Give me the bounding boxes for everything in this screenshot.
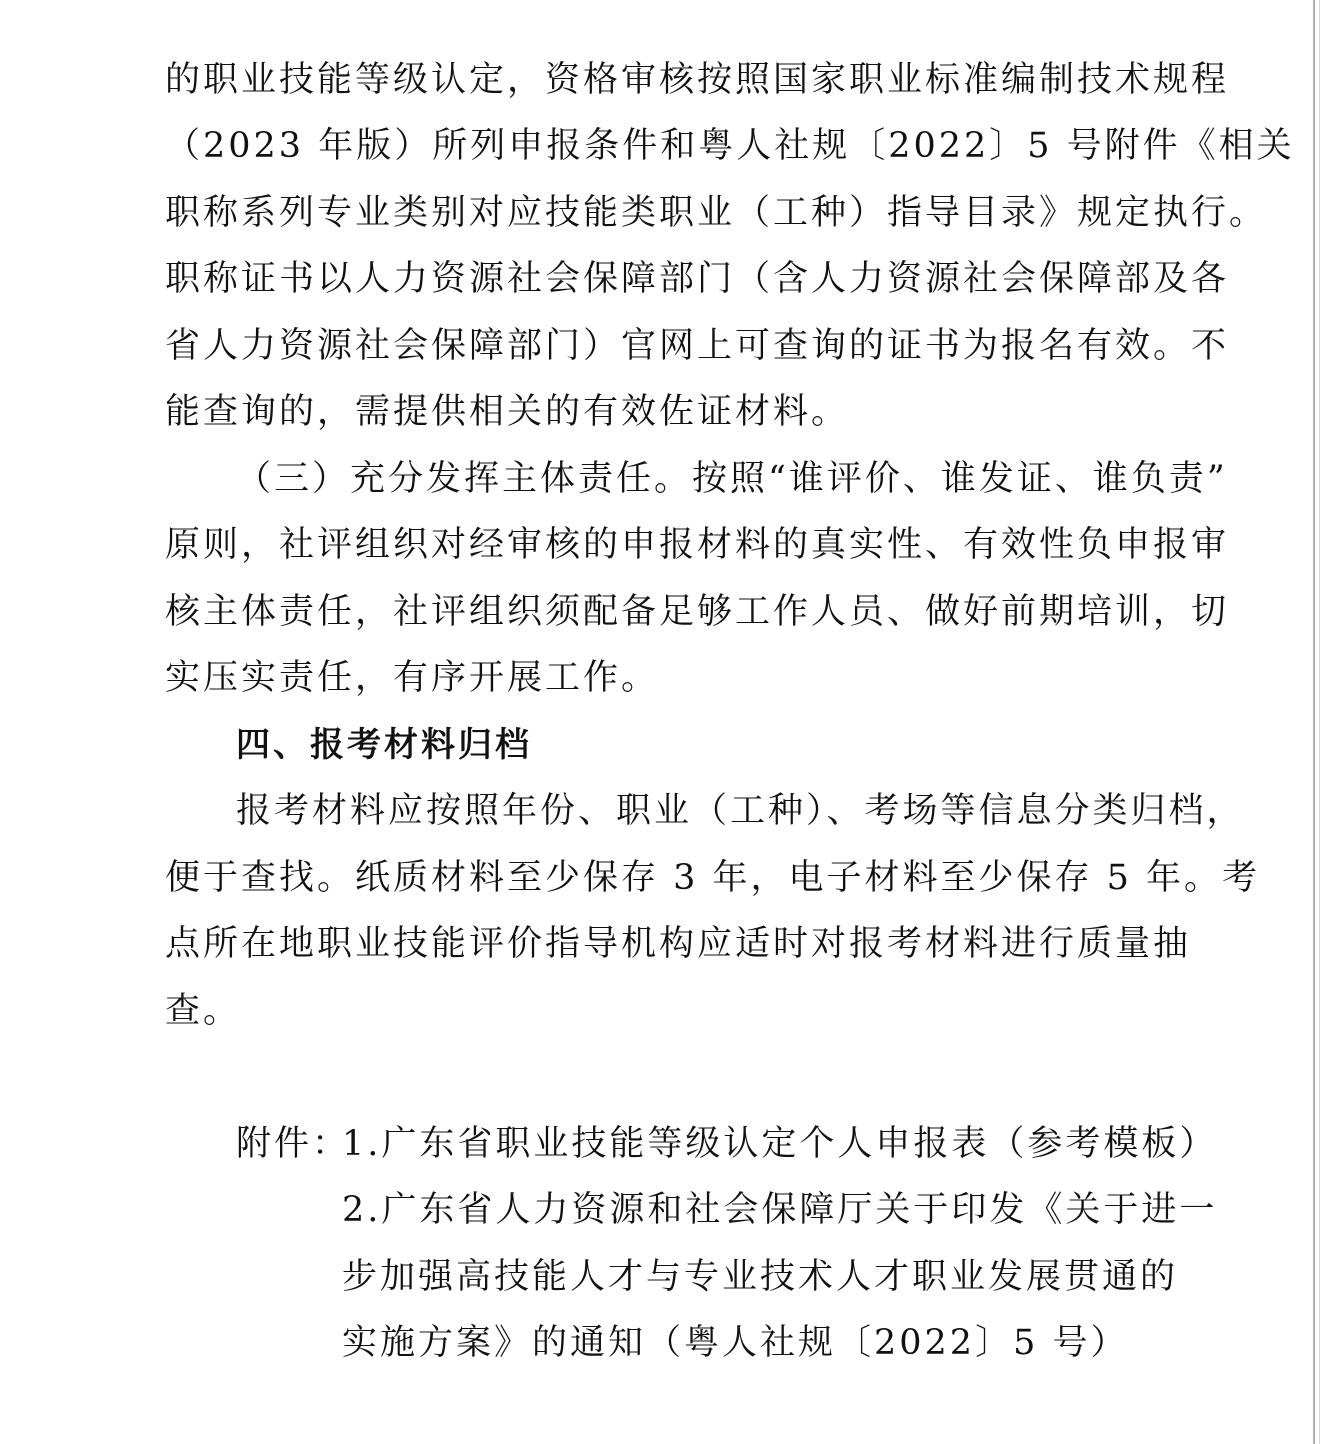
section-heading-4: 四、报考材料归档	[236, 725, 532, 765]
p1-line-1: 的职业技能等级认定，资格审核按照国家职业标准编制技术规程	[165, 60, 1230, 100]
attachment-item-2-line-2: 步加强高技能人才与专业技术人才职业发展贯通的	[342, 1257, 1179, 1297]
p1-line-3: 职称系列专业类别对应技能类职业（工种）指导目录》规定执行。	[165, 193, 1268, 233]
p2-line-3: 核主体责任，社评组织须配备足够工作人员、做好前期培训，切	[165, 592, 1230, 632]
p3-line-3: 点所在地职业技能评价指导机构应适时对报考材料进行质量抽	[165, 924, 1192, 964]
page-edge-line	[1313, 0, 1315, 1444]
p2-line-4: 实压实责任，有序开展工作。	[165, 658, 660, 698]
p2-line-2: 原则，社评组织对经审核的申报材料的真实性、有效性负申报审	[165, 525, 1230, 565]
p3-line-2: 便于查找。纸质材料至少保存 3 年，电子材料至少保存 5 年。考	[165, 858, 1261, 898]
attachment-item-2-line-3: 实施方案》的通知（粤人社规〔2022〕5 号）	[342, 1323, 1129, 1363]
p3-line-4: 查。	[165, 991, 242, 1031]
p1-line-6: 能查询的，需提供相关的有效佐证材料。	[165, 392, 850, 432]
page-edge-line-secondary	[1319, 0, 1320, 1444]
p1-line-5: 省人力资源社会保障部门）官网上可查询的证书为报名有效。不	[165, 326, 1230, 366]
p2-line-1: （三）充分发挥主体责任。按照“谁评价、谁发证、谁负责”	[236, 459, 1228, 499]
p3-line-1: 报考材料应按照年份、职业（工种）、考场等信息分类归档，	[236, 791, 1245, 831]
attachment-item-1: 1.广东省职业技能等级认定个人申报表（参考模板）	[342, 1124, 1218, 1164]
p1-line-2: （2023 年版）所列申报条件和粤人社规〔2022〕5 号附件《相关	[165, 126, 1295, 166]
attachments-label: 附件：	[236, 1124, 351, 1164]
p1-line-4: 职称证书以人力资源社会保障部门（含人力资源社会保障部及各	[165, 259, 1230, 299]
attachment-item-2-line-1: 2.广东省人力资源和社会保障厅关于印发《关于进一	[342, 1190, 1218, 1230]
